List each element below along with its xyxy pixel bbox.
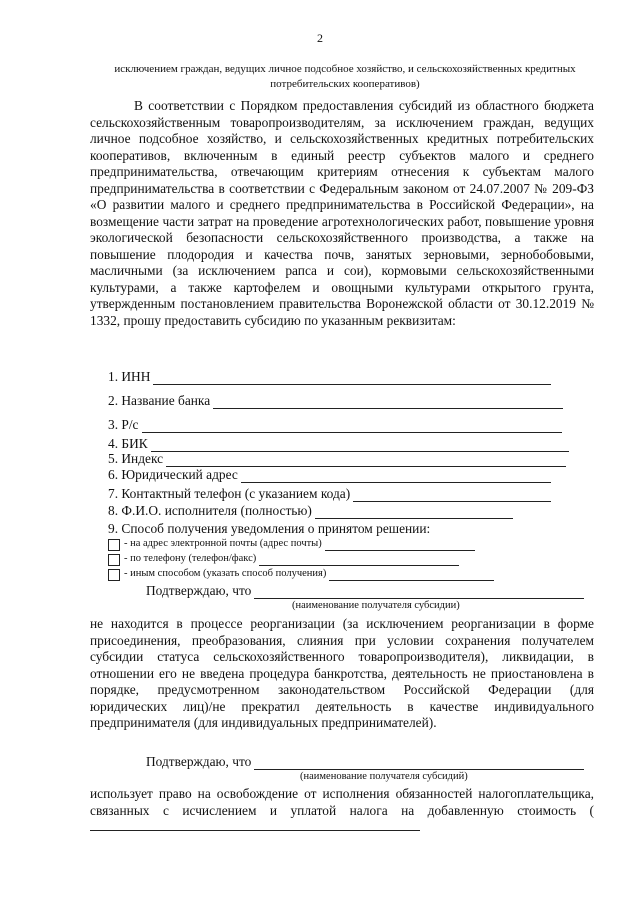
notify-other-checkbox[interactable] bbox=[108, 569, 120, 581]
confirm-2-inline-line[interactable] bbox=[90, 820, 420, 831]
field-phone-label: 7. Контактный телефон (с указанием кода) bbox=[108, 486, 351, 501]
notify-email-label: - на адрес электронной почты (адрес почты) bbox=[124, 538, 322, 549]
confirm-2-line[interactable] bbox=[254, 757, 584, 770]
field-executor-label: 8. Ф.И.О. исполнителя (полностью) bbox=[108, 503, 312, 518]
intro-paragraph bbox=[90, 98, 594, 329]
confirm-2-caption: (наименование получателя субсидий) bbox=[300, 771, 468, 782]
field-bank-name-label: 2. Название банка bbox=[108, 393, 211, 408]
field-bank-name bbox=[108, 393, 563, 409]
notify-phone-checkbox[interactable] bbox=[108, 554, 120, 566]
notify-option-email bbox=[108, 537, 475, 551]
field-bank-name-line[interactable] bbox=[213, 396, 563, 409]
notify-option-other bbox=[108, 567, 494, 581]
field-index-label: 5. Индекс bbox=[108, 451, 164, 466]
field-index bbox=[108, 451, 566, 467]
notify-email-line[interactable] bbox=[325, 539, 475, 551]
notify-other-line[interactable] bbox=[329, 569, 494, 581]
field-account-label: 3. Р/с bbox=[108, 417, 139, 432]
notify-email-checkbox[interactable] bbox=[108, 539, 120, 551]
notify-other-label: - иным способом (указать способ получения) bbox=[124, 568, 327, 579]
field-notify-method-label: 9. Способ получения уведомления о принятом решении: bbox=[108, 521, 431, 536]
field-bik bbox=[108, 436, 569, 452]
confirm-1-row bbox=[146, 583, 584, 599]
field-index-line[interactable] bbox=[166, 454, 566, 467]
confirm-2-text: использует право на освобождение от исполнения обязанностей налогоплательщика, связанных с исчислением и уплатой налога на добавленную стоимость ( bbox=[90, 786, 594, 818]
confirm-2-label: Подтверждаю, что bbox=[146, 754, 252, 769]
notify-phone-line[interactable] bbox=[259, 554, 459, 566]
field-notify-method bbox=[108, 521, 430, 537]
confirm-1-caption: (наименование получателя субсидии) bbox=[292, 600, 460, 611]
page-number: 2 bbox=[317, 31, 323, 45]
field-executor-line[interactable] bbox=[315, 506, 513, 519]
header-tail-text: исключением граждан, ведущих личное подсобное хозяйство, и сельскохозяйственных кредитных потребительских кооперативов) bbox=[114, 63, 576, 90]
confirm-2-row bbox=[146, 754, 584, 770]
field-phone bbox=[108, 486, 551, 502]
field-legal-address-line[interactable] bbox=[241, 470, 551, 483]
field-inn-line[interactable] bbox=[153, 372, 551, 385]
field-executor bbox=[108, 503, 513, 519]
confirm-2-paragraph bbox=[90, 786, 594, 836]
confirm-1-label: Подтверждаю, что bbox=[146, 583, 252, 598]
intro-paragraph-text: В соответствии с Порядком предоставления субсидий из областного бюджета сельскохозяйственным товаропроизводителям, за исключением граждан, ведущих личное подсобное хозяйство, и сельскохозяйственных кредитных потребительских кооперативов, включенным в единый реестр субъектов малого и среднего предпринимательства, отвечающим критериям отнесения к субъектам малого предпринимательства в соответствии с Федеральным законом от 24.07.2007 № 209-ФЗ «О развитии малого и среднего предпринимательства в Российской Федерации», на возмещение части затрат на проведение агротехнологических работ, повышение уровня экологической безопасности сельскохозяйственного производства, а также на повышение плодородия и качества почв, занятых зерновыми, зернобобовыми, масличными (за исключением рапса и сои), кормовыми сельскохозяйственными культурами, а также картофелем и овощными культурами открытого грунта, утвержденным постановлением правительства Воронежской области от 30.12.2019 № 1332, прошу предоставить субсидию по указанным реквизитам: bbox=[90, 98, 594, 328]
confirm-1-text: не находится в процессе реорганизации (за исключением реорганизации в форме присоединения, преобразования, слияния при условии сохранения получателем субсидии статуса сельскохозяйственного товаропроизводителя), ликвидации, в отношении его не введена процедура банкротства, деятельность не приостановлена в порядке, предусмотренном законодательством Российской Федерации (для юридических лиц)/не прекратил деятельность в качестве индивидуального предпринимателя (для индивидуальных предпринимателей). bbox=[90, 616, 594, 730]
field-inn-label: 1. ИНН bbox=[108, 369, 151, 384]
field-inn bbox=[108, 369, 551, 385]
field-legal-address bbox=[108, 467, 551, 483]
confirm-1-line[interactable] bbox=[254, 586, 584, 599]
field-account bbox=[108, 417, 562, 433]
field-legal-address-label: 6. Юридический адрес bbox=[108, 467, 238, 482]
notify-option-phone bbox=[108, 552, 459, 566]
field-bik-label: 4. БИК bbox=[108, 436, 148, 451]
notify-phone-label: - по телефону (телефон/факс) bbox=[124, 553, 257, 564]
field-phone-line[interactable] bbox=[353, 489, 551, 502]
field-account-line[interactable] bbox=[142, 420, 562, 433]
